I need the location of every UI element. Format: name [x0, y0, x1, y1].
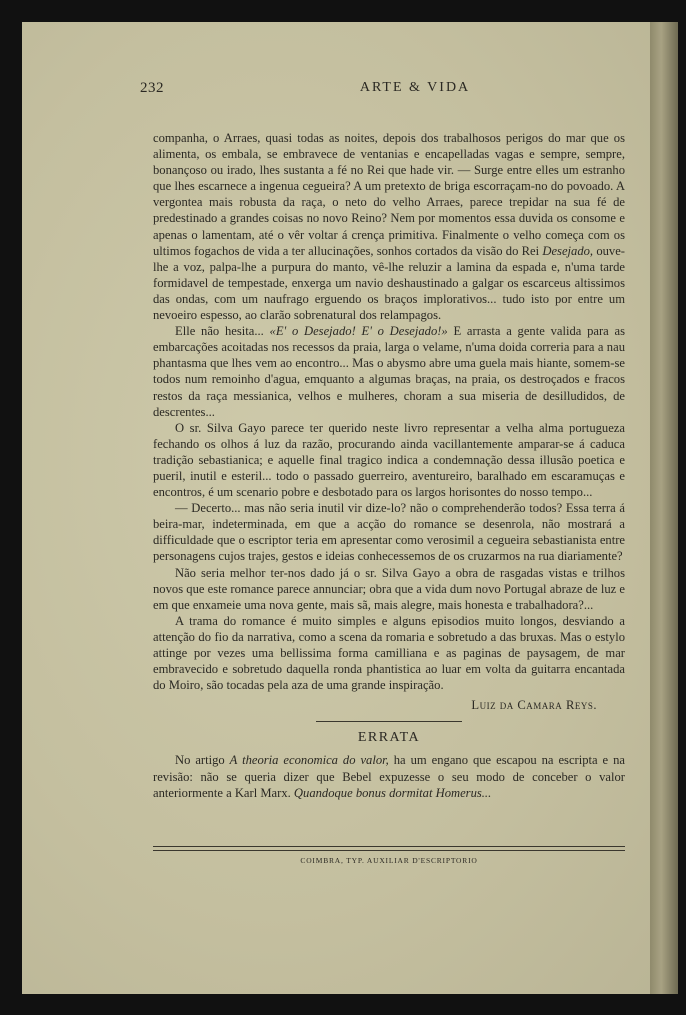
paragraph-4: — Decerto... mas não seria inutil vir dize-lo? não o comprehenderão todos? Essa terra á beira-mar, indeterminada, em que a acção do romance se desenrola, não mostrará a difficuldade que o escriptor teria em apresentar como verosimil a cegueira sebastianista entre personagens cujos trajes, gestos e ideias conhecessemos de os cruzarmos na rua diariamente? — [153, 501, 625, 564]
errata-title: ERRATA — [357, 730, 421, 746]
book-spine-edge — [650, 22, 678, 994]
section-divider — [316, 721, 462, 722]
paragraph-5: Não seria melhor ter-nos dado já o sr. Silva Gayo a obra de rasgadas vistas e trilhos novos que este romance parece annunciar; obra que a vida dum novo Portugal abraze de luz e em que enxameie uma nova gente, mais sã, mais alegre, mais honesta e trabalhadora?... — [153, 565, 625, 612]
printer-colophon: COIMBRA, TYP. AUXILIAR D'ESCRIPTORIO — [300, 856, 478, 865]
paragraph-2: Elle não hesita... «E' o Desejado! E' o Desejado!» E arrasta a gente valida para as embarcações acoitadas nos recessos da praia, larga o velame, n'uma doida correria para a nau phantasma que lhes vem ao encontro... Mas o abysmo abre uma guela mais hiante, somem-se todos num remoinho d'agua, emquanto a algumas braças, na praia, os destroçados e fracos restos da raça messianica, velhos e mulheres, choram a sua miseria de desilludidos, de descrentes... — [153, 324, 625, 419]
page-number: 232 — [140, 80, 164, 96]
paragraph-6: A trama do romance é muito simples e alguns episodios muito longos, desviando a attenção do fio da narrativa, como a scena da romaria e sobretudo a das bruxas. Mas o estylo attinge por vezes uma bellissima forma camilliana e as paginas de paysagem, de mar embravecido e sobretudo daquella ronda phantistica ao luar em volta da guitarra encantada do Moiro, são tocadas pela aza de uma grande inspiração. — [153, 613, 625, 693]
article-body — [153, 130, 625, 801]
errata-text: No artigo A theoria economica do valor, ha um engano que escapou na escripta e na revisão: não se queria dizer que Bebel expuzesse o seu modo de conceber o valor anteriormente a Karl Marx. Quandoque bonus dormitat Homerus... — [153, 753, 625, 800]
page-header — [140, 80, 630, 100]
running-title: ARTE & VIDA — [359, 80, 471, 95]
author-signature: Luiz da Camara Reys. — [471, 698, 597, 713]
paragraph-1: companha, o Arraes, quasi todas as noites, depois dos trabalhosos perigos do mar que os alimenta, os embala, se embravece de ventanias e encapelladas vagas e sempre, sempre, bonançoso ou irado, lhes sustanta a fé no Rei que hade vir. — Surge entre elles um estranho que lhes escarnece a ingenua cegueira? A um pretexto de briga escorraçam-no do povoado. A vergontea mais robusta da raça, o neto do velho Arraes, parece trepidar na sua fé de predestinado a grandes coisas no novo Reino? Nem por momentos essa duvida os consome e apenas o lamentam, até o vêr voltar á crença primitiva. Finalmente o velho começa com os ultimos fogachos de vida a ter allucinações, sonhos cortados da visão do Rei Desejado, ouve-lhe a voz, palpa-lhe a purpura do manto, vê-lhe reluzir a lamina da espada e, n'uma tarde formidavel de tempestade, enxerga um navio deshaustinado a galgar os escarceus altissimos das ondas, com um naufrago erguendo os braços implorativos... tudo isto por entre um nevoeiro espesso, ao clarão sobrenatural dos relampagos. — [153, 131, 625, 323]
paragraph-3: O sr. Silva Gayo parece ter querido neste livro representar a velha alma portugueza fechando os olhos á luz da razão, procurando ainda vacillantemente amparar-se á caduca tradição sebastianica; e aquelle final tragico indica a condemnação dessa illusão poetica e pueril, inutil e esteril... todo o passado guerreiro, aventureiro, baralhado em escaramuças e encontros, é um scenario pobre e desbotado para os largos horisontes do nosso tempo... — [153, 420, 625, 500]
footer-double-rule — [153, 846, 625, 851]
